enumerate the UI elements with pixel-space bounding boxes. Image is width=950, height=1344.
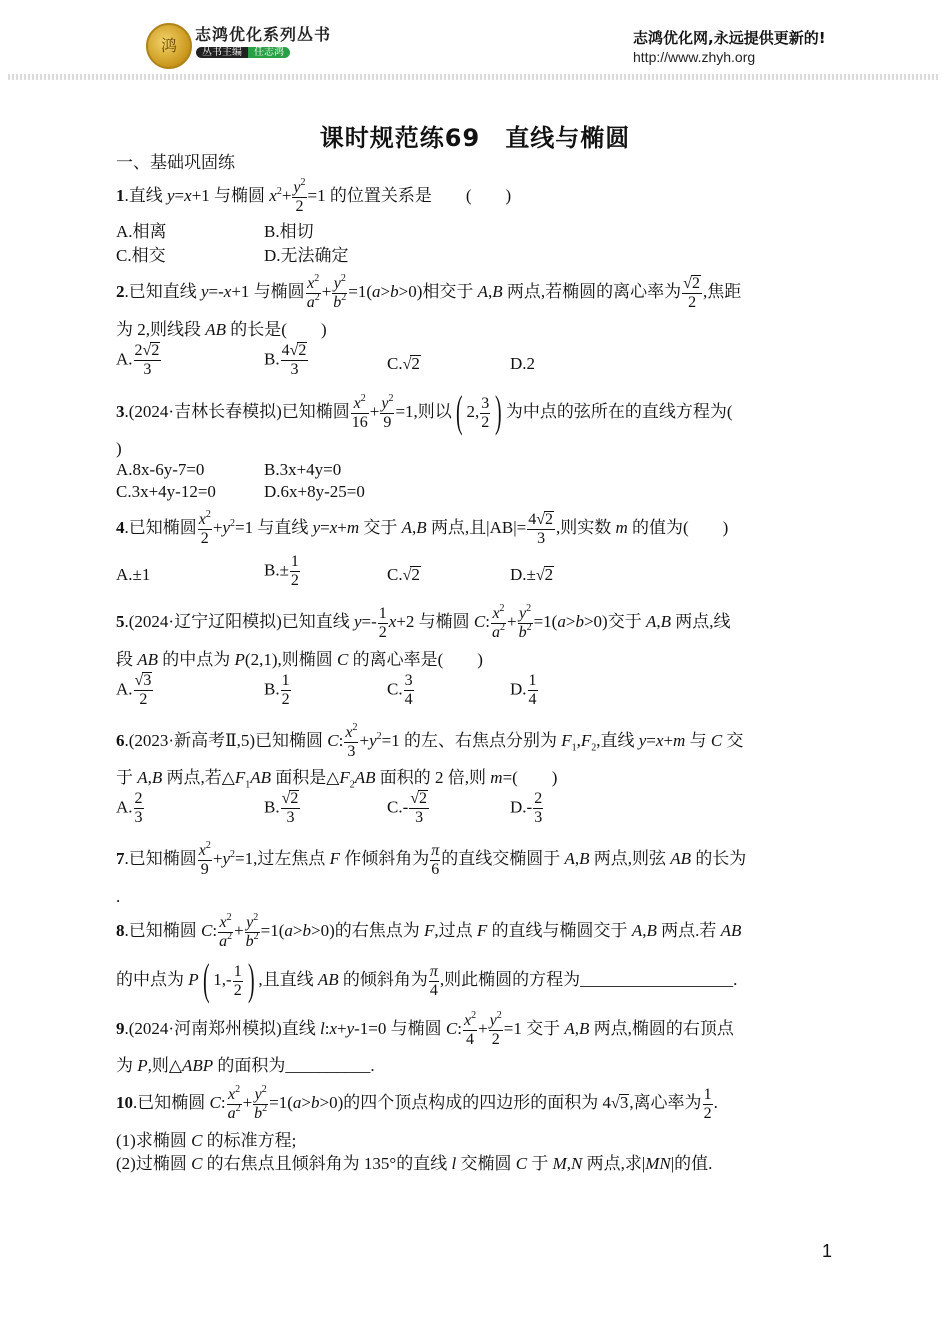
q3-option-d: D.6x+8y-25=0 xyxy=(264,482,365,501)
question-1: 1.直线 y=x+1 与椭圆 $x^2+$ $\frac{y^2}{2}$ =1 的位置关系是 ( ) xyxy=(116,176,512,215)
q4-option-b: B.± $\frac{1}{2}$ xyxy=(264,553,299,589)
page-number: 1 xyxy=(822,1241,833,1261)
q2-option-d: D.2 xyxy=(510,354,536,373)
q3-option-c: C.3x+4y-12=0 xyxy=(116,482,216,501)
q1-option-c: C.相交 xyxy=(116,246,166,265)
q3-option-a: A.8x-6y-7=0 xyxy=(116,460,205,479)
section-heading: 一、基础巩固练 xyxy=(116,153,235,172)
editor-badge: 丛书主编 任志鸿 xyxy=(196,46,290,60)
question-6: 6.(2023·新高考Ⅱ,5)已知椭圆 C: $\frac{x^2}{3}$ $+y^2=1$ 的左、右焦点分别为 $F_1,F_2$,直线 y=x+m 与 C 交 xyxy=(116,721,744,760)
question-9: 9.(2024·河南郑州模拟)直线 l:x+y-1=0 与椭圆 C: $\frac{x^2}{4}$ + $\frac{y^2}{2}$ =1 交于 A,B 两点,椭圆的右顶点 xyxy=(116,1009,734,1048)
q2-option-a: A. $\frac{2√2}{3}$ xyxy=(116,342,160,378)
website-link[interactable]: http://www.zhyh.org xyxy=(633,49,756,65)
question-6-line2: 于 A,B 两点,若$\triangle F_1AB$ 面积是$\triangle F_2AB$ 面积的 2 倍,则 m=( ) xyxy=(116,768,558,791)
question-10-part1: (1)求椭圆 C 的标准方程; xyxy=(116,1131,297,1150)
logo-icon: 鸿 xyxy=(146,23,192,69)
q1-option-b: B.相切 xyxy=(264,222,314,241)
q1-option-a: A.相离 xyxy=(116,222,167,241)
q2-option-c: C.√2 xyxy=(387,354,420,373)
question-10: 10.已知椭圆 C: $\frac{x^2}{a^2}$ + $\frac{y^2}{b^2}$ =1(a>b>0)的四个顶点构成的四边形的面积为 4√3,离心率为 $\frac{1}{2}$ . xyxy=(116,1083,718,1122)
q2-option-b: B. $\frac{4√2}{3}$ xyxy=(264,342,307,378)
question-10-part2: (2)过椭圆 C 的右焦点且倾斜角为 135°的直线 l 交椭圆 C 于 M,N 两点,求|MN|的值. xyxy=(116,1154,713,1173)
q4-option-a: A.±1 xyxy=(116,565,151,584)
question-3-line2: ) xyxy=(116,439,122,458)
brand-name: 志鸿优化系列丛书 xyxy=(195,25,332,44)
question-8-line2: 的中点为 P( 1,- $\frac{1}{2}$ ) ,且直线 AB 的倾斜角为 $\frac{\pi}{4}$ ,则此椭圆的方程为__________________. xyxy=(116,955,738,1004)
q6-option-b: B. $\frac{√2}{3}$ xyxy=(264,790,299,826)
question-5-line2: 段 AB 的中点为 P(2,1),则椭圆 C 的离心率是( ) xyxy=(116,650,483,669)
question-4: 4.已知椭圆 $\frac{x^2}{2}$ $+y^2=1$ 与直线 y=x+m 交于 A,B 两点,且|AB|= $\frac{4√2}{3}$ ,则实数 m 的值为( ) xyxy=(116,508,729,547)
question-7-line2: . xyxy=(116,887,121,906)
q5-option-d: D. $\frac{1}{4}$ xyxy=(510,672,537,708)
question-3: 3.(2024·吉林长春模拟)已知椭圆 $\frac{x^2}{16}$ + $\frac{y^2}{9}$ =1,则以( 2, $\frac{3}{2}$ ) 为中点的弦所在的直线方程为( xyxy=(116,387,733,436)
question-9-line2: 为 P,则△ABP 的面积为__________. xyxy=(116,1056,375,1075)
question-7: 7.已知椭圆 $\frac{x^2}{9}$ $+y^2=1$,过左焦点 F 作倾斜角为 $\frac{\pi}{6}$ 的直线交椭圆于 A,B 两点,则弦 AB 的长为 xyxy=(116,839,747,878)
q6-option-a: A. $\frac{2}{3}$ xyxy=(116,790,143,826)
question-8: 8.已知椭圆 C: $\frac{x^2}{a^2}$ + $\frac{y^2}{b^2}$ =1(a>b>0)的右焦点为 F,过点 F 的直线与椭圆交于 A,B 两点.若 AB xyxy=(116,911,742,950)
q5-option-c: C. $\frac{3}{4}$ xyxy=(387,672,413,708)
q1-option-d: D.无法确定 xyxy=(264,246,349,265)
page-title: 课时规范练69 直线与椭圆 xyxy=(319,124,631,152)
q6-option-d: D.- $\frac{2}{3}$ xyxy=(510,790,543,826)
q5-option-b: B. $\frac{1}{2}$ xyxy=(264,672,290,708)
q3-option-b: B.3x+4y=0 xyxy=(264,460,342,479)
question-5: 5.(2024·辽宁辽阳模拟)已知直线 y=- $\frac{1}{2}$ x+2 与椭圆 C: $\frac{x^2}{a^2}$ + $\frac{y^2}{b^2}$ =1(a>b>0)交于 A,B 两点,线 xyxy=(116,602,731,641)
question-2-line2: 为 2,则线段 AB 的长是( ) xyxy=(116,320,327,339)
page-header xyxy=(0,0,950,82)
question-2: 2.已知直线 y=-x+1 与椭圆 $\frac{x^2}{a^2}$ + $\frac{y^2}{b^2}$ =1(a>b>0)相交于 A,B 两点,若椭圆的离心率为 $\frac{√2}{2}$ ,焦距 xyxy=(116,272,742,311)
q5-option-a: A. $\frac{√3}{2}$ xyxy=(116,672,152,708)
q4-option-c: C.√2 xyxy=(387,565,420,584)
header-divider xyxy=(8,74,940,80)
q4-option-d: D.±√2 xyxy=(510,565,554,584)
q6-option-c: C.- $\frac{√2}{3}$ xyxy=(387,790,428,826)
slogan: 志鸿优化网,永远提供更新的! xyxy=(633,29,826,47)
